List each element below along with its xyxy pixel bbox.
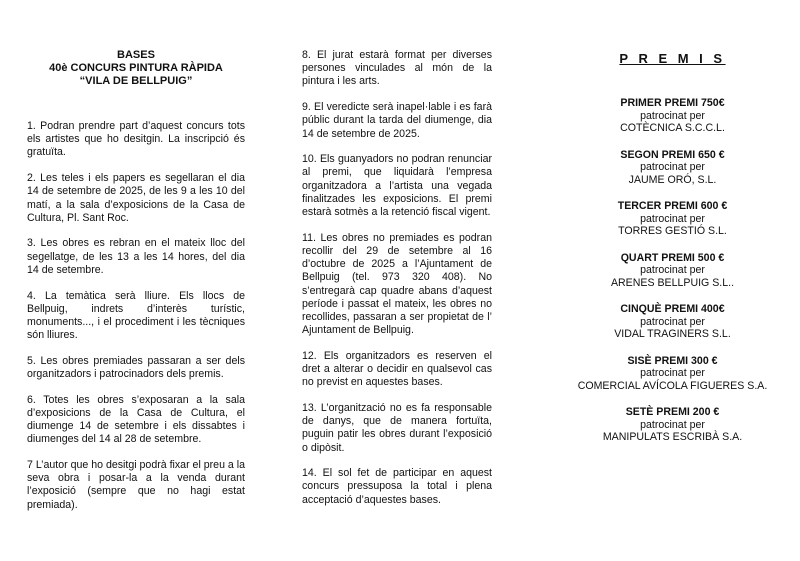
prize-sponsored-by: patrocinat per [640, 367, 705, 380]
prize-sponsored-by: patrocinat per [640, 315, 705, 328]
rule-13: 13. L’organització no es fa responsable de danys, que de manera fortuïta, puguin patir les obres durant l’exposició o dipòsit. [302, 401, 492, 454]
prize-sponsor: COMERCIAL AVÍCOLA FIGUERES S.A. [577, 379, 768, 392]
prize-seventh [570, 406, 775, 444]
prize-name: SEGON PREMI 650 € [620, 148, 725, 161]
prize-name: TERCER PREMI 600 € [617, 200, 728, 213]
prize-third [570, 200, 775, 238]
prizes-column [570, 49, 775, 458]
rule-3: 3. Les obres es rebran en el mateix lloc del segellatge, de les 13 a les 14 hores, del dia 14 de setembre. [27, 237, 245, 276]
prize-name: PRIMER PREMI 750€ [620, 97, 725, 110]
rule-8: 8. El jurat estarà format per diverses persones vinculades al món de la pintura i les arts. [302, 49, 492, 88]
rule-10: 10. Els guanyadors no podran renunciar al premi, que liquidarà l’empresa organitzadora a l’artista una vegada finalitzades les exposicions. El premi estarà sotmès a la retenció fiscal vigent. [302, 153, 492, 219]
rule-4: 4. La temàtica serà lliure. Els llocs de Bellpuig, indrets d’interès turístic, monuments..., i el procediment i les tècniques són lliures. [27, 289, 245, 342]
prize-sponsored-by: patrocinat per [640, 264, 705, 277]
prize-sponsored-by: patrocinat per [640, 212, 705, 225]
prize-sponsor: JAUME ORÓ, S.L. [628, 173, 717, 186]
prize-fifth [570, 303, 775, 341]
prize-sponsored-by: patrocinat per [640, 418, 705, 431]
prize-name: SISÈ PREMI 300 € [627, 354, 718, 367]
bases-title [27, 49, 245, 88]
prize-first [570, 97, 775, 135]
rule-14: 14. El sol fet de participar en aquest concurs pressuposa la total i plena acceptació d’aquestes bases. [302, 467, 492, 506]
prize-second [570, 149, 775, 187]
rule-6: 6. Totes les obres s’exposaran a la sala d’exposicions de la Casa de Cultura, el diumenge 14 de setembre i els dissabtes i diumenges del 14 al 28 de setembre. [27, 393, 245, 446]
prize-sixth [570, 355, 775, 393]
title-line-bases: BASES [117, 49, 155, 61]
prize-sponsored-by: patrocinat per [640, 109, 705, 122]
rule-5: 5. Les obres premiades passaran a ser dels organitzadors i patrocinadors dels premis. [27, 354, 245, 381]
prize-name: QUART PREMI 500 € [620, 251, 725, 264]
prize-sponsored-by: patrocinat per [640, 161, 705, 174]
rule-1: 1. Podran prendre part d’aquest concurs tots els artistes que ho desitgin. La inscripció és gratuïta. [27, 120, 245, 159]
prize-name: CINQUÈ PREMI 400€ [620, 303, 725, 316]
rules-continued-column [302, 49, 492, 519]
prize-sponsor: TORRES GESTIÓ S.L. [618, 225, 727, 238]
prize-sponsor: MANIPULATS ESCRIBÀ S.A. [602, 431, 743, 444]
prizes-heading: P R E M I S [619, 51, 726, 66]
rule-7: 7 L’autor que ho desitgi podrà fixar el preu a la seva obra i posar-la a la venda durant l’exposició (sempre que no hagi estat premiada). [27, 459, 245, 511]
rule-9: 9. El veredicte serà inapel·lable i es farà públic durant la tarda del diumenge, dia 14 de setembre de 2025. [302, 101, 492, 140]
rule-2: 2. Les teles i els papers es segellaran el dia 14 de setembre de 2025, de les 9 a les 10 del matí, a la sala d’exposicions de la Casa de Cultura, Pl. Sant Roc. [27, 172, 245, 224]
rule-12: 12. Els organitzadors es reserven el dret a alterar o decidir en qualsevol cas no previst en aquestes bases. [302, 349, 492, 389]
prize-sponsor: ARENES BELLPUIG S.L.. [610, 276, 735, 289]
prize-sponsor: COTÈCNICA S.C.C.L. [620, 122, 725, 135]
rule-11: 11. Les obres no premiades es podran recollir del 29 de setembre al 16 d’octubre de 2025 a l’Ajuntament de Bellpuig (tel. 973 320 408). No s’entregarà cap quadre abans d’aquest període i passat el mateix, les obres no recollides, passaran a ser propietat de l’ Ajuntament de Bellpuig. [302, 231, 492, 337]
bases-column [27, 49, 245, 524]
prize-fourth [570, 252, 775, 290]
title-line-town: “VILA DE BELLPUIG” [79, 75, 193, 87]
title-line-contest: 40è CONCURS PINTURA RÀPIDA [49, 62, 223, 74]
prize-sponsor: VIDAL TRAGINERS S.L. [614, 328, 731, 341]
prize-name: SETÈ PREMI 200 € [625, 406, 720, 419]
